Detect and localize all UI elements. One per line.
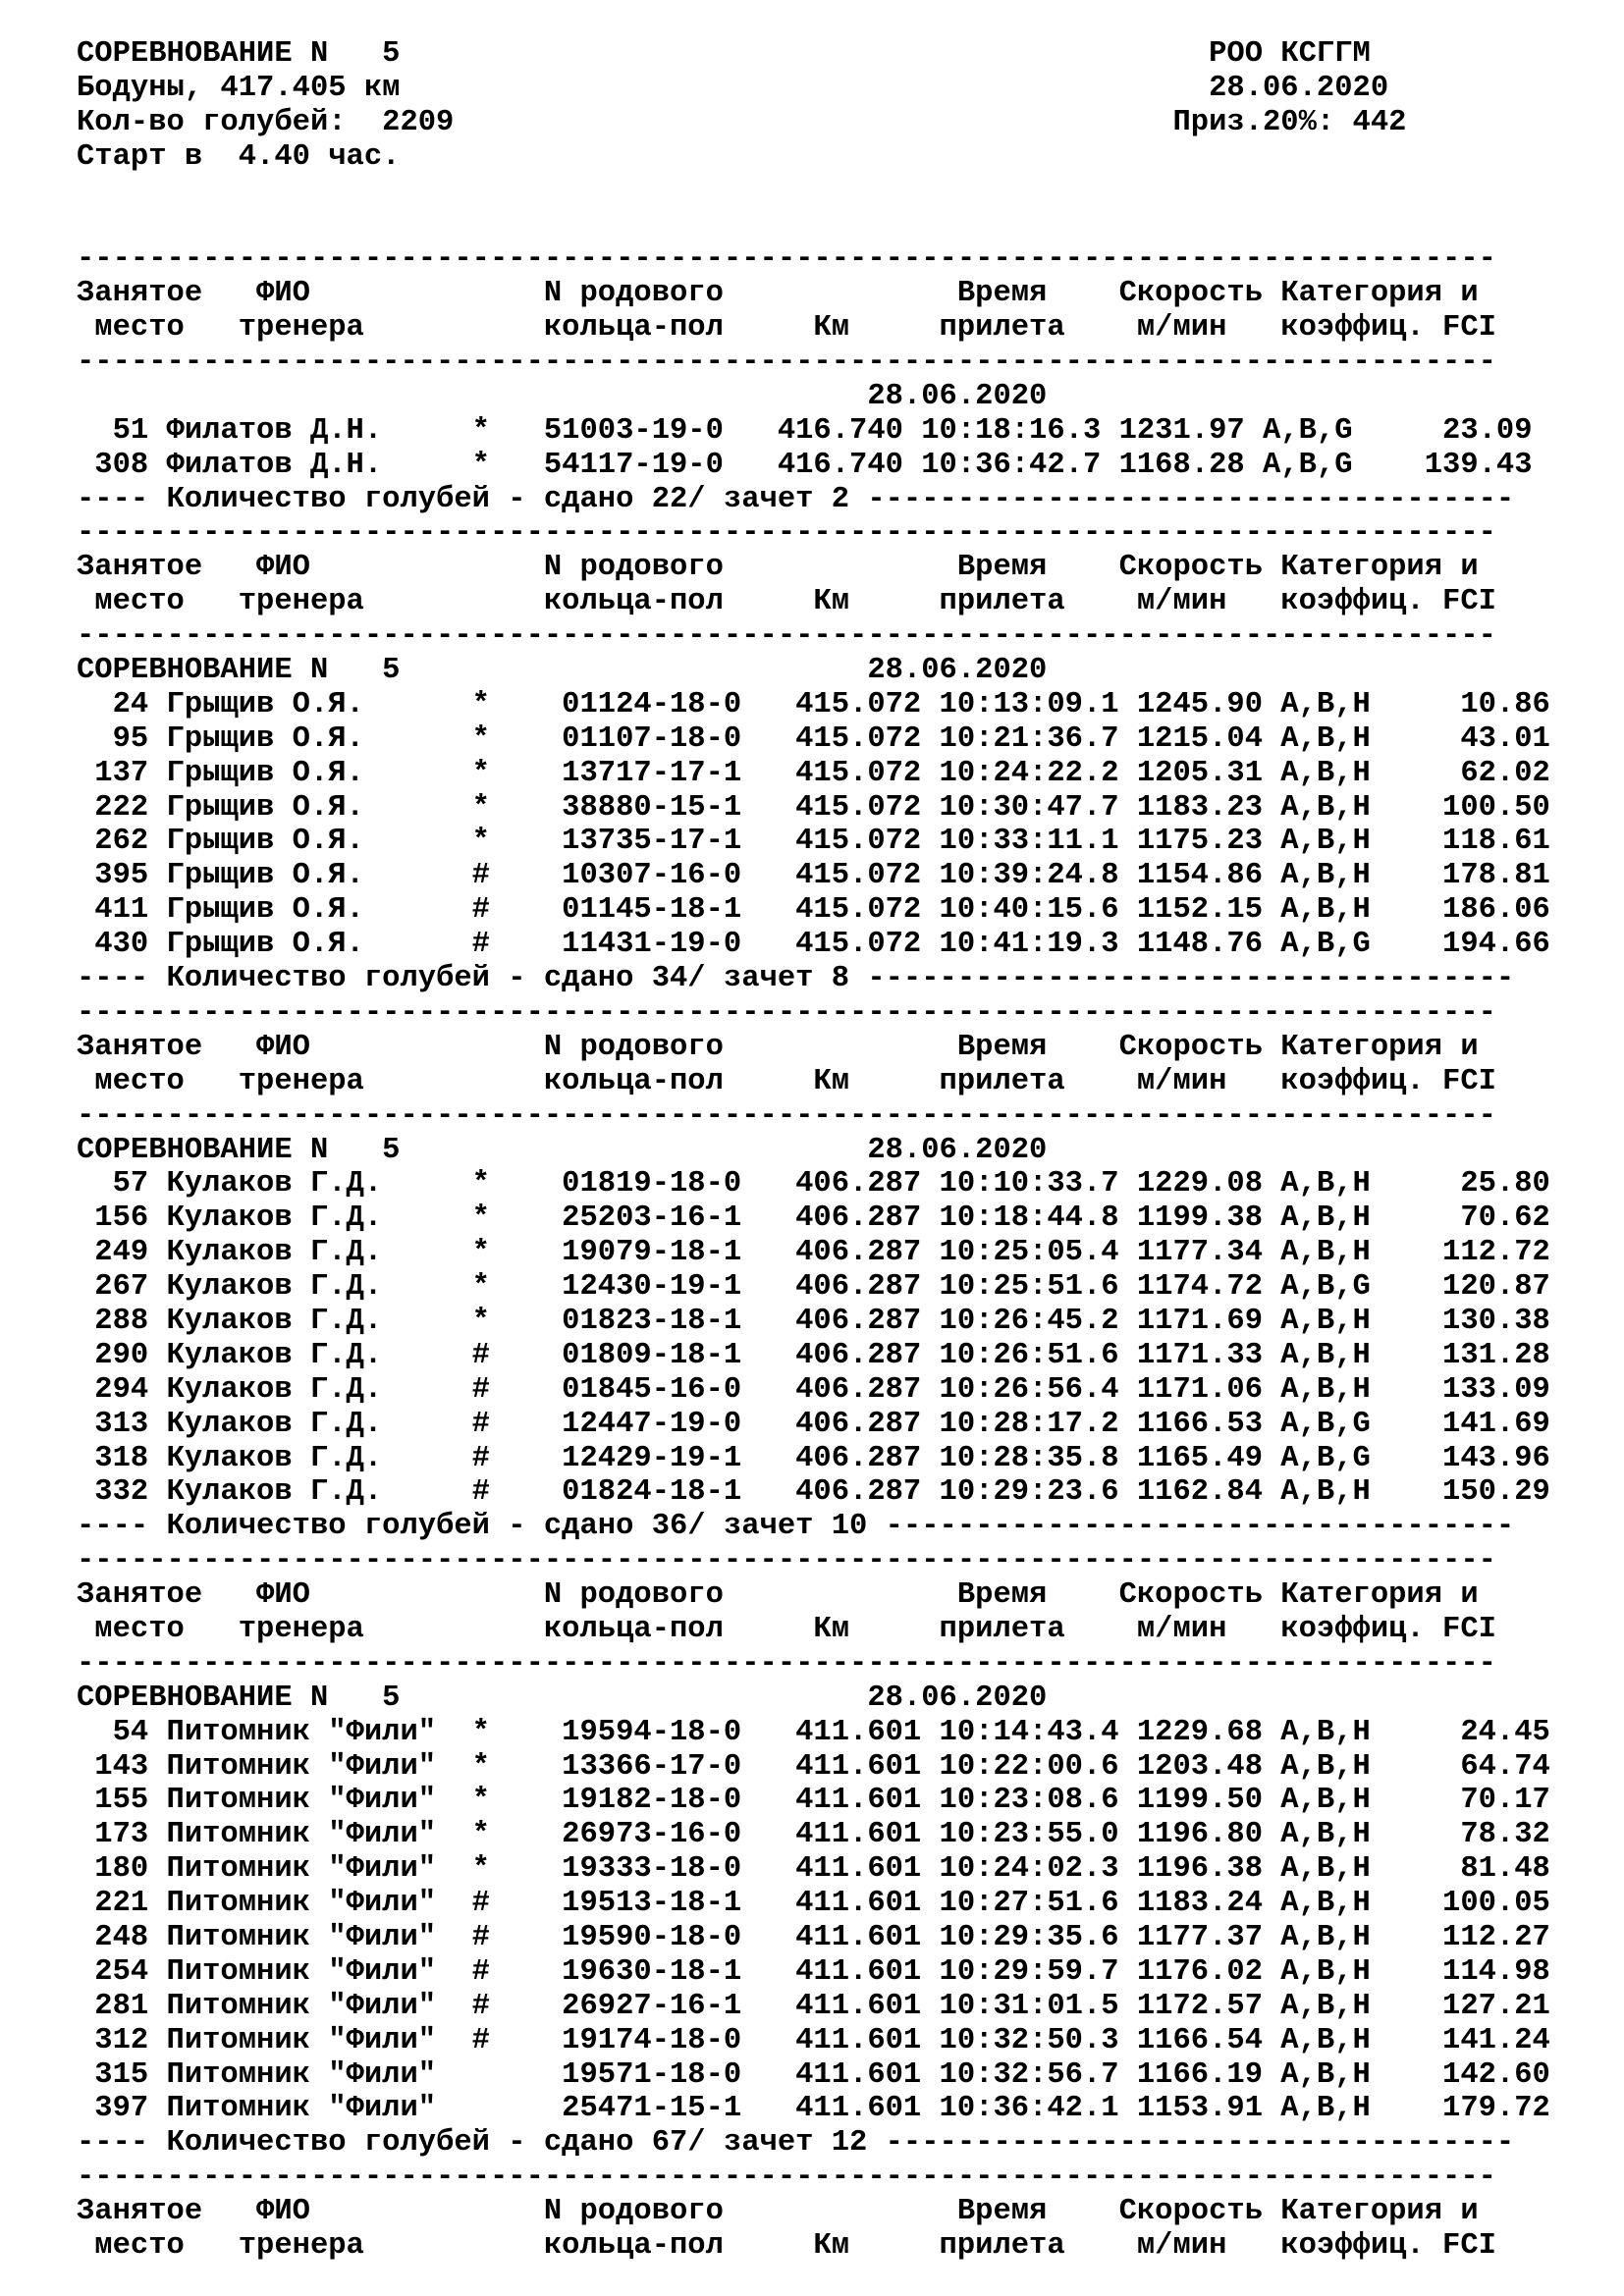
separator-line: ------------------------------------------------------------------------------- bbox=[77, 516, 1496, 551]
header-line: Кол-во голубей: 2209 Приз.20%: 442 bbox=[77, 105, 1407, 139]
column-header-line-1: Занятое ФИО N родового Время Скорость Категория и bbox=[77, 2195, 1479, 2229]
result-row: 430 Грыщив О.Я. # 11431-19-0 415.072 10:41:19.3 1148.76 A,B,G 194.66 bbox=[77, 928, 1550, 962]
result-row: 254 Питомник "Фили" # 19630-18-1 411.601 10:29:59.7 1176.02 A,B,H 114.98 bbox=[77, 1954, 1550, 1989]
result-row: 313 Кулаков Г.Д. # 12447-19-0 406.287 10:28:17.2 1166.53 A,B,G 141.69 bbox=[77, 1407, 1550, 1441]
group-title-line: СОРЕВНОВАНИЕ N 5 28.06.2020 bbox=[77, 1681, 1048, 1715]
separator-line: ------------------------------------------------------------------------------- bbox=[77, 242, 1496, 277]
column-header-line-2: место тренера кольца-пол Км прилета м/мин коэффиц. FCI bbox=[77, 1064, 1496, 1098]
header-line: Старт в 4.40 час. bbox=[77, 139, 401, 174]
result-row: 57 Кулаков Г.Д. * 01819-18-0 406.287 10:10:33.7 1229.08 A,B,H 25.80 bbox=[77, 1167, 1550, 1201]
result-row: 143 Питомник "Фили" * 13366-17-0 411.601 10:22:00.6 1203.48 A,B,H 64.74 bbox=[77, 1749, 1550, 1784]
result-row: 24 Грыщив О.Я. * 01124-18-0 415.072 10:13:09.1 1245.90 A,B,H 10.86 bbox=[77, 687, 1550, 721]
result-row: 221 Питомник "Фили" # 19513-18-1 411.601 10:27:51.6 1183.24 A,B,H 100.05 bbox=[77, 1887, 1550, 1921]
group-title-line: 28.06.2020 bbox=[77, 379, 1048, 413]
result-row: 397 Питомник "Фили" 25471-15-1 411.601 10:36:42.1 1153.91 A,B,H 179.72 bbox=[77, 2092, 1550, 2126]
result-row: 290 Кулаков Г.Д. # 01809-18-1 406.287 10:26:51.6 1171.33 A,B,H 131.28 bbox=[77, 1338, 1550, 1372]
result-row: 267 Кулаков Г.Д. * 12430-19-1 406.287 10:25:51.6 1174.72 A,B,G 120.87 bbox=[77, 1270, 1550, 1305]
column-header-line-2: место тренера кольца-пол Км прилета м/мин коэффиц. FCI bbox=[77, 311, 1496, 346]
column-header-line-1: Занятое ФИО N родового Время Скорость Категория и bbox=[77, 551, 1479, 585]
column-header-line-2: место тренера кольца-пол Км прилета м/мин коэффиц. FCI bbox=[77, 585, 1496, 619]
separator-line: ------------------------------------------------------------------------------- bbox=[77, 346, 1496, 380]
result-row: 281 Питомник "Фили" # 26927-16-1 411.601 10:31:01.5 1172.57 A,B,H 127.21 bbox=[77, 1989, 1550, 2023]
result-row: 156 Кулаков Г.Д. * 25203-16-1 406.287 10:18:44.8 1199.38 A,B,H 70.62 bbox=[77, 1201, 1550, 1236]
result-row: 288 Кулаков Г.Д. * 01823-18-1 406.287 10:26:45.2 1171.69 A,B,H 130.38 bbox=[77, 1304, 1550, 1338]
result-row: 54 Питомник "Фили" * 19594-18-0 411.601 10:14:43.4 1229.68 A,B,H 24.45 bbox=[77, 1715, 1550, 1749]
result-row: 308 Филатов Д.Н. * 54117-19-0 416.740 10:36:42.7 1168.28 A,B,G 139.43 bbox=[77, 448, 1533, 482]
result-row: 155 Питомник "Фили" * 19182-18-0 411.601 10:23:08.6 1199.50 A,B,H 70.17 bbox=[77, 1784, 1550, 1818]
result-row: 95 Грыщив О.Я. * 01107-18-0 415.072 10:21:36.7 1215.04 A,B,H 43.01 bbox=[77, 721, 1550, 756]
result-row: 332 Кулаков Г.Д. # 01824-18-1 406.287 10:29:23.6 1162.84 A,B,H 150.29 bbox=[77, 1475, 1550, 1510]
separator-line: ------------------------------------------------------------------------------- bbox=[77, 2161, 1496, 2195]
group-title-line: СОРЕВНОВАНИЕ N 5 28.06.2020 bbox=[77, 654, 1048, 688]
blank-line bbox=[77, 175, 1550, 209]
result-row: 395 Грыщив О.Я. # 10307-16-0 415.072 10:39:24.8 1154.86 A,B,H 178.81 bbox=[77, 859, 1550, 893]
separator-line: ------------------------------------------------------------------------------- bbox=[77, 619, 1496, 654]
header-line: Бодуны, 417.405 км 28.06.2020 bbox=[77, 71, 1389, 105]
result-row: 312 Питомник "Фили" # 19174-18-0 411.601 10:32:50.3 1166.54 A,B,H 141.24 bbox=[77, 2023, 1550, 2057]
result-row: 262 Грыщив О.Я. * 13735-17-1 415.072 10:33:11.1 1175.23 A,B,H 118.61 bbox=[77, 825, 1550, 859]
separator-line: ------------------------------------------------------------------------------- bbox=[77, 1544, 1496, 1578]
result-row: 411 Грыщив О.Я. # 01145-18-1 415.072 10:40:15.6 1152.15 A,B,H 186.06 bbox=[77, 893, 1550, 928]
column-header-line-2: место тренера кольца-пол Км прилета м/мин коэффиц. FCI bbox=[77, 1612, 1496, 1646]
group-title-line: СОРЕВНОВАНИЕ N 5 28.06.2020 bbox=[77, 1133, 1048, 1167]
separator-line: ------------------------------------------------------------------------------- bbox=[77, 1646, 1496, 1681]
result-row: 248 Питомник "Фили" # 19590-18-0 411.601 10:29:35.6 1177.37 A,B,H 112.27 bbox=[77, 1920, 1550, 1954]
competition-results-report bbox=[77, 37, 1550, 2264]
blank-line bbox=[77, 208, 1550, 242]
result-row: 180 Питомник "Фили" * 19333-18-0 411.601 10:24:02.3 1196.38 A,B,H 81.48 bbox=[77, 1852, 1550, 1887]
column-header-line-1: Занятое ФИО N родового Время Скорость Категория и bbox=[77, 1578, 1479, 1613]
group-summary-line: ---- Количество голубей - сдано 22/ зачет 2 ------------------------------------ bbox=[77, 482, 1515, 516]
column-header-line-1: Занятое ФИО N родового Время Скорость Категория и bbox=[77, 277, 1479, 311]
header-line: СОРЕВНОВАНИЕ N 5 РОО КСГГМ bbox=[77, 37, 1371, 71]
result-row: 294 Кулаков Г.Д. # 01845-16-0 406.287 10:26:56.4 1171.06 A,B,H 133.09 bbox=[77, 1372, 1550, 1407]
group-summary-line: ---- Количество голубей - сдано 34/ зачет 8 ------------------------------------ bbox=[77, 962, 1515, 996]
result-row: 173 Питомник "Фили" * 26973-16-0 411.601 10:23:55.0 1196.80 A,B,H 78.32 bbox=[77, 1818, 1550, 1852]
result-row: 318 Кулаков Г.Д. # 12429-19-1 406.287 10:28:35.8 1165.49 A,B,G 143.96 bbox=[77, 1441, 1550, 1475]
group-summary-line: ---- Количество голубей - сдано 36/ зачет 10 ----------------------------------- bbox=[77, 1510, 1515, 1544]
group-summary-line: ---- Количество голубей - сдано 67/ зачет 12 ----------------------------------- bbox=[77, 2126, 1515, 2161]
result-row: 137 Грыщив О.Я. * 13717-17-1 415.072 10:24:22.2 1205.31 A,B,H 62.02 bbox=[77, 756, 1550, 790]
result-row: 222 Грыщив О.Я. * 38880-15-1 415.072 10:30:47.7 1183.23 A,B,H 100.50 bbox=[77, 790, 1550, 825]
result-row: 249 Кулаков Г.Д. * 19079-18-1 406.287 10:25:05.4 1177.34 A,B,H 112.72 bbox=[77, 1236, 1550, 1270]
separator-line: ------------------------------------------------------------------------------- bbox=[77, 995, 1496, 1030]
column-header-line-1: Занятое ФИО N родового Время Скорость Категория и bbox=[77, 1030, 1479, 1064]
column-header-line-2: место тренера кольца-пол Км прилета м/мин коэффиц. FCI bbox=[77, 2229, 1496, 2263]
result-row: 51 Филатов Д.Н. * 51003-19-0 416.740 10:18:16.3 1231.97 A,B,G 23.09 bbox=[77, 413, 1533, 448]
result-row: 315 Питомник "Фили" 19571-18-0 411.601 10:32:56.7 1166.19 A,B,H 142.60 bbox=[77, 2057, 1550, 2092]
separator-line: ------------------------------------------------------------------------------- bbox=[77, 1098, 1496, 1133]
